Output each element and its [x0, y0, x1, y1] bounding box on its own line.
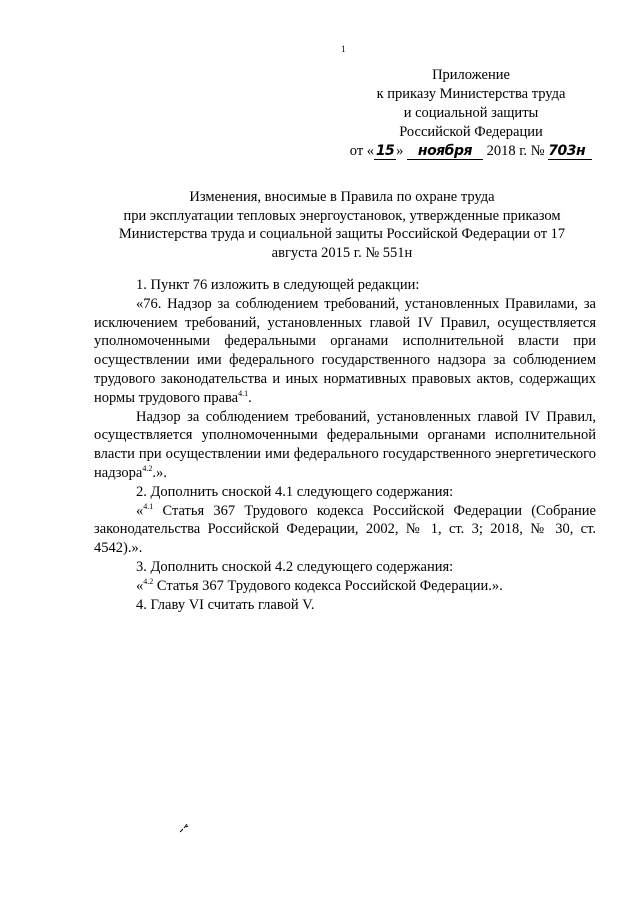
- document-body: [94, 276, 596, 614]
- order-date-line: [336, 142, 606, 161]
- handwritten-month: ноября: [407, 144, 483, 160]
- title-line-2: при эксплуатации тепловых энергоустановок, утвержденные приказом: [123, 207, 561, 224]
- item-1-paragraph-1-text: «76. Надзор за соблюдением требований, установленных Правилами, за исключением требований, установленных главой IV Правил, осуществляется уполномоченными федеральными органами исполнительной власти при осуществлении ими федерального государственного надзора за соблюдением трудового законодательства и иных нормативных правовых актов, содержащих нормы трудового права: [94, 295, 596, 406]
- item-3-body: Статья 367 Трудового кодекса Российской Федерации.».: [153, 577, 503, 594]
- footnote-ref-4-1: 4.1: [238, 388, 249, 398]
- item-3-open-quote: «: [136, 577, 144, 594]
- item-1-paragraph-2-text: Надзор за соблюдением требований, установленных главой IV Правил, осуществляется уполномоченными федеральными органами исполнительной власти при осуществлении ими федерального государственного энергетического надзора: [94, 408, 596, 481]
- pen-mark-icon: [178, 822, 190, 834]
- item-3-text: [94, 577, 596, 596]
- item-4-heading: 4. Главу VI считать главой V.: [136, 596, 315, 613]
- item-2-heading: 2. Дополнить сноской 4.1 следующего содержания:: [136, 483, 454, 500]
- appendix-line-4: Российской Федерации: [399, 124, 543, 140]
- appendix-line-2: к приказу Министерства труда: [376, 86, 566, 102]
- item-3-heading: 3. Дополнить сноской 4.2 следующего содержания:: [136, 558, 454, 575]
- document-title: [92, 188, 592, 262]
- appendix-line-1: Приложение: [432, 67, 510, 83]
- item-1-paragraph-1-end: .: [248, 389, 252, 406]
- item-1-heading: 1. Пункт 76 изложить в следующей редакции:: [136, 277, 420, 293]
- footnote-mark-4-2: 4.2: [143, 576, 154, 586]
- item-2-open-quote: «: [136, 502, 144, 519]
- order-year: 2018 г. №: [486, 143, 545, 159]
- page-number: 1: [341, 44, 346, 54]
- date-quote-close: »: [396, 143, 404, 159]
- item-1-paragraph-2: [94, 408, 596, 483]
- handwritten-day: 15: [375, 143, 395, 159]
- footnote-mark-4-1: 4.1: [143, 501, 154, 511]
- date-prefix: от «: [349, 143, 375, 159]
- item-1-paragraph-2-end: .».: [152, 464, 167, 481]
- item-2-body: Статья 367 Трудового кодекса Российской Федерации (Собрание законодательства Российской Федерации, 2002, № 1, ст. 3; 2018, № 30, ст. 4542).».: [94, 502, 596, 557]
- item-1-paragraph-1: [94, 295, 596, 408]
- appendix-line-3: и социальной защиты: [403, 105, 539, 121]
- item-2-text: [94, 502, 596, 558]
- title-line-1: Изменения, вносимые в Правила по охране труда: [189, 189, 495, 205]
- appendix-header: [336, 66, 606, 161]
- footnote-ref-4-2: 4.2: [142, 464, 153, 474]
- title-line-4: августа 2015 г. № 551н: [271, 244, 413, 261]
- handwritten-order-number: 703н: [548, 144, 592, 160]
- title-line-3: Министерства труда и социальной защиты Российской Федерации от 17: [118, 226, 566, 242]
